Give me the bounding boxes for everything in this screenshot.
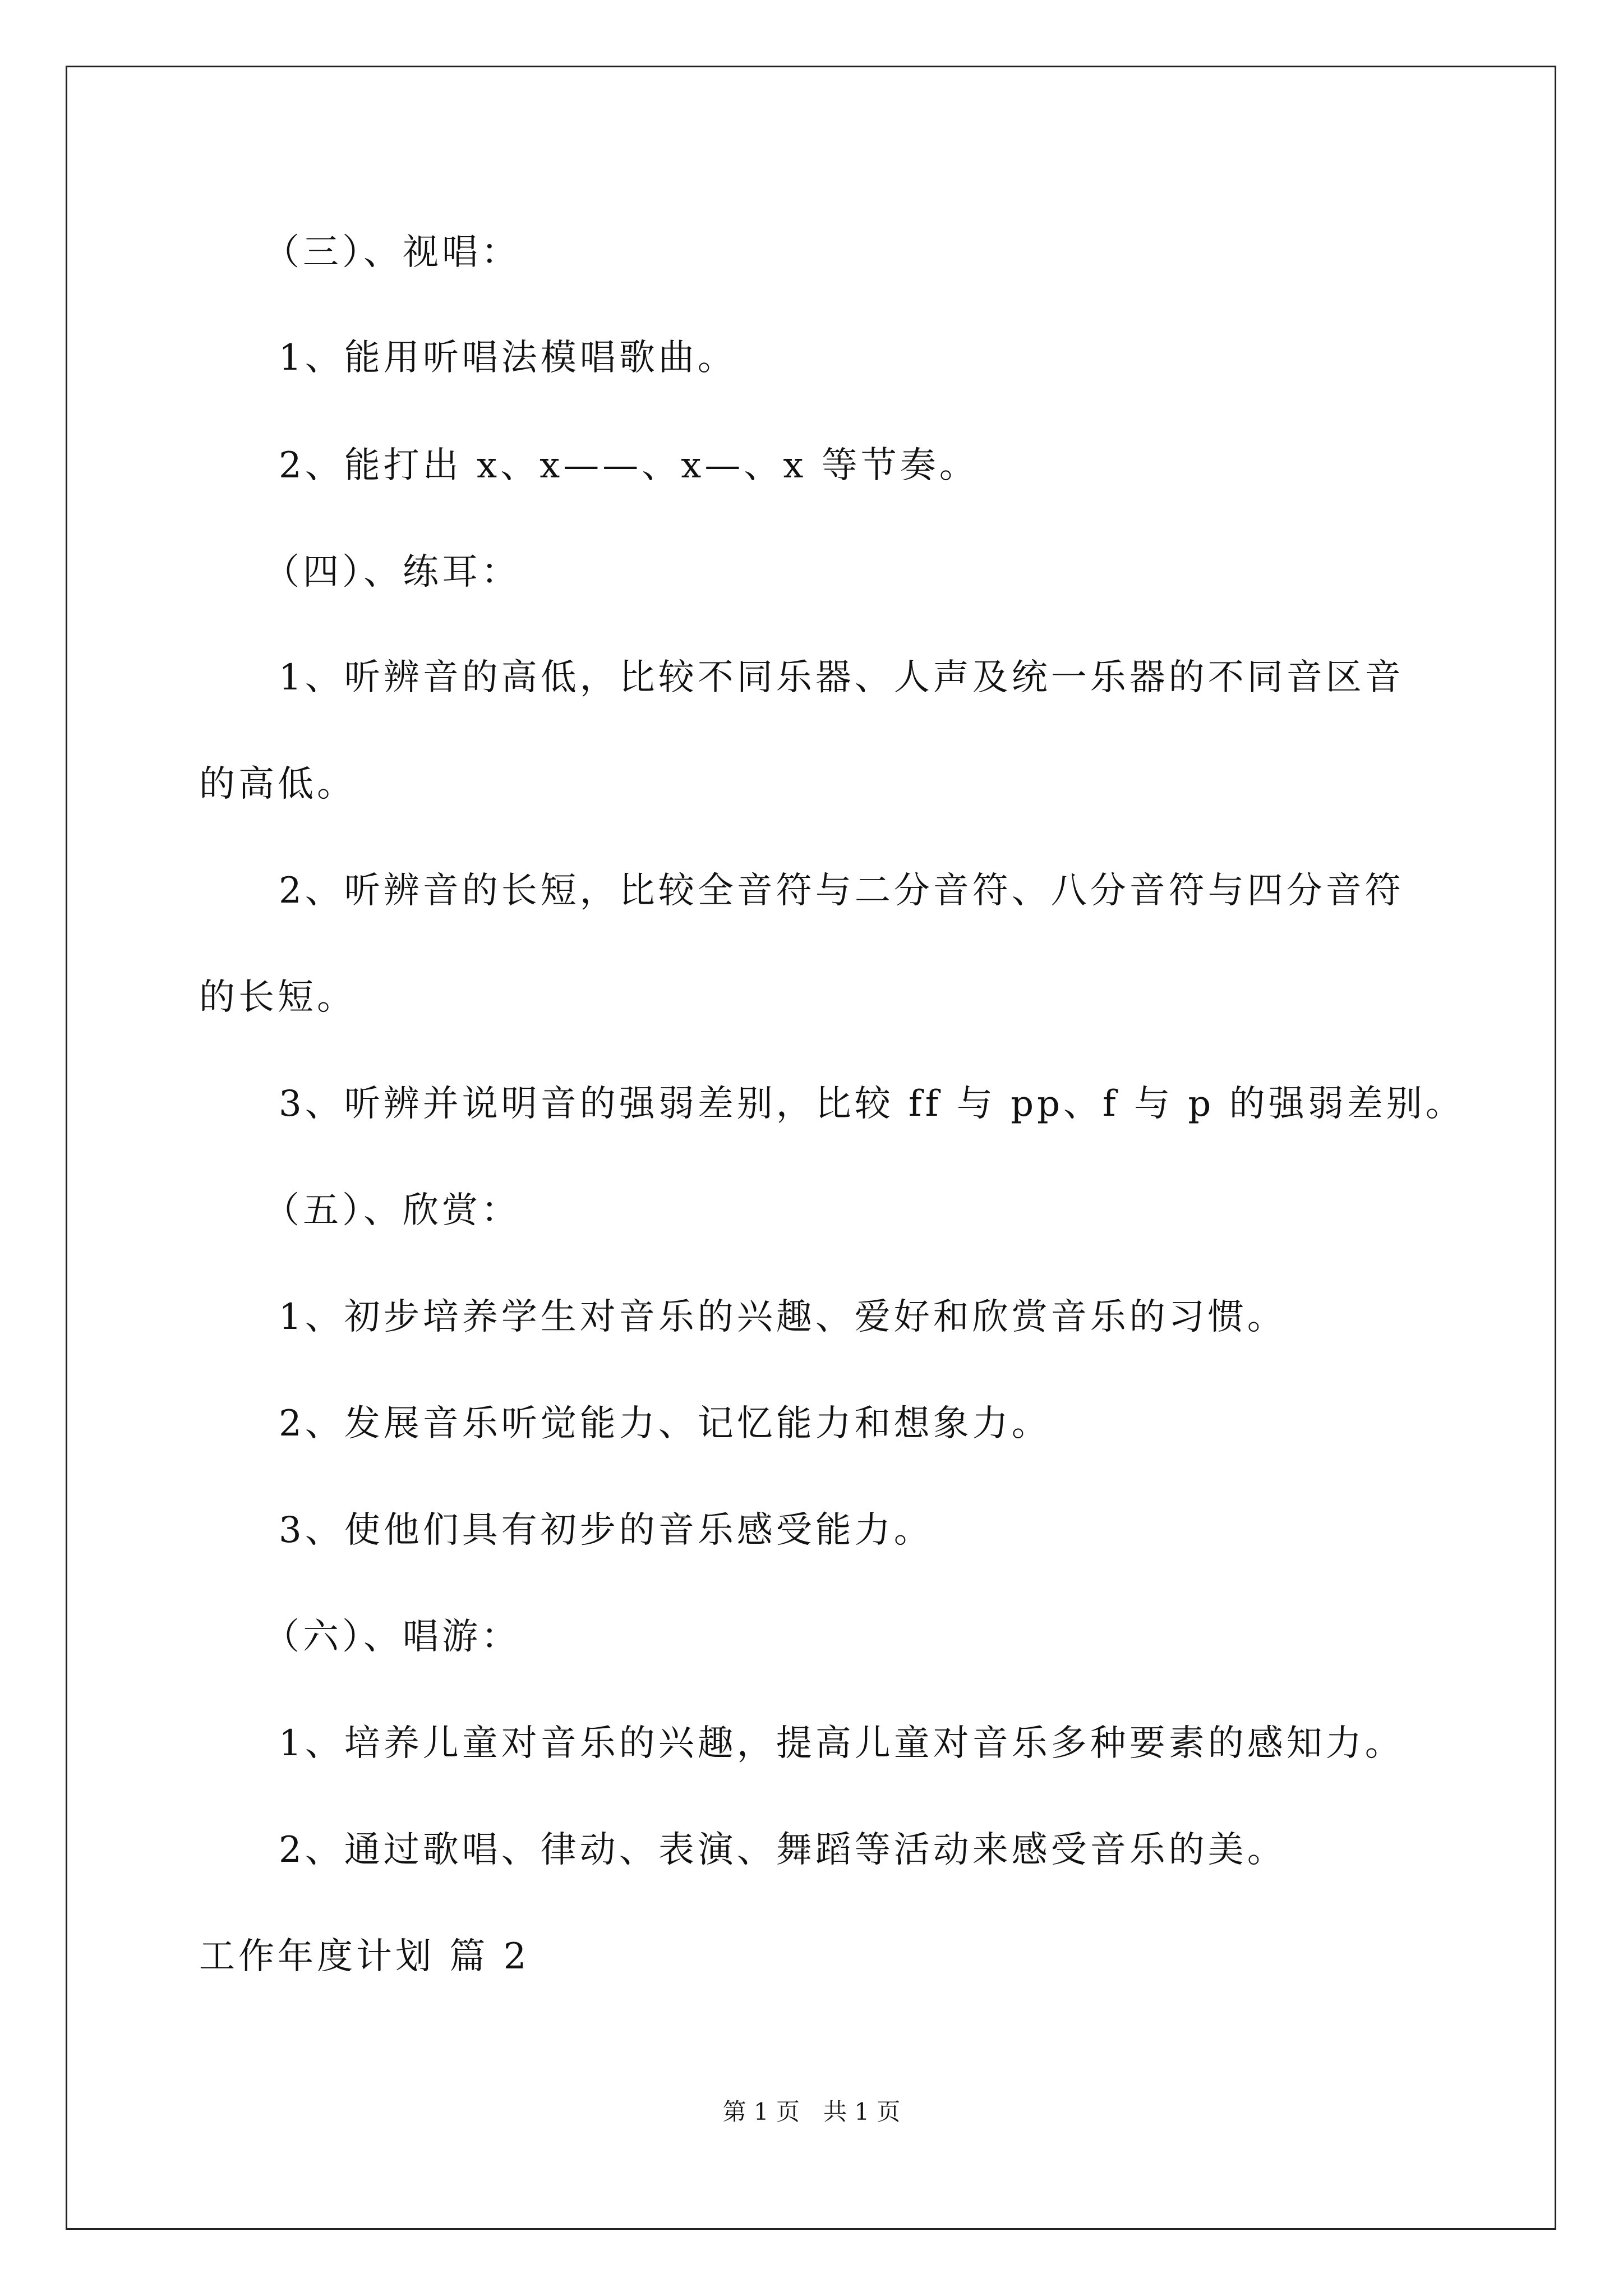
section-heading-ear-training: （四）、练耳： [264, 551, 520, 593]
paragraph-line: 的高低。 [199, 763, 356, 805]
paragraph-line: 2、发展音乐听觉能力、记忆能力和想象力。 [279, 1403, 1051, 1444]
paragraph-line: 2、通过歌唱、律动、表演、舞蹈等活动来感受音乐的美。 [279, 1829, 1287, 1871]
paragraph-line: 1、能用听唱法模唱歌曲。 [279, 337, 737, 379]
section-heading-appreciation: （五）、欣赏： [264, 1190, 520, 1231]
paragraph-line: 2、能打出 x、x——、x—、x 等节奏。 [279, 445, 979, 486]
page-border [66, 66, 1556, 2230]
paragraph-line: 的长短。 [199, 977, 356, 1018]
section-heading-singing-games: （六）、唱游： [264, 1616, 520, 1658]
section-heading-sight-singing: （三）、视唱： [264, 232, 520, 273]
document-title: 工作年度计划 篇 2 [199, 1936, 530, 1977]
paragraph-line: 1、听辨音的高低，比较不同乐器、人声及统一乐器的不同音区音 [279, 657, 1404, 698]
page-number-footer: 第 1 页 共 1 页 [722, 2098, 901, 2125]
paragraph-line: 3、听辨并说明音的强弱差别，比较 ff 与 pp、f 与 p 的强弱差别。 [279, 1083, 1465, 1125]
paragraph-line: 1、初步培养学生对音乐的兴趣、爱好和欣赏音乐的习惯。 [279, 1296, 1287, 1338]
paragraph-line: 3、使他们具有初步的音乐感受能力。 [279, 1510, 933, 1551]
paragraph-line: 1、培养儿童对音乐的兴趣，提高儿童对音乐多种要素的感知力。 [279, 1723, 1404, 1764]
paragraph-line: 2、听辨音的长短，比较全音符与二分音符、八分音符与四分音符 [279, 870, 1404, 912]
